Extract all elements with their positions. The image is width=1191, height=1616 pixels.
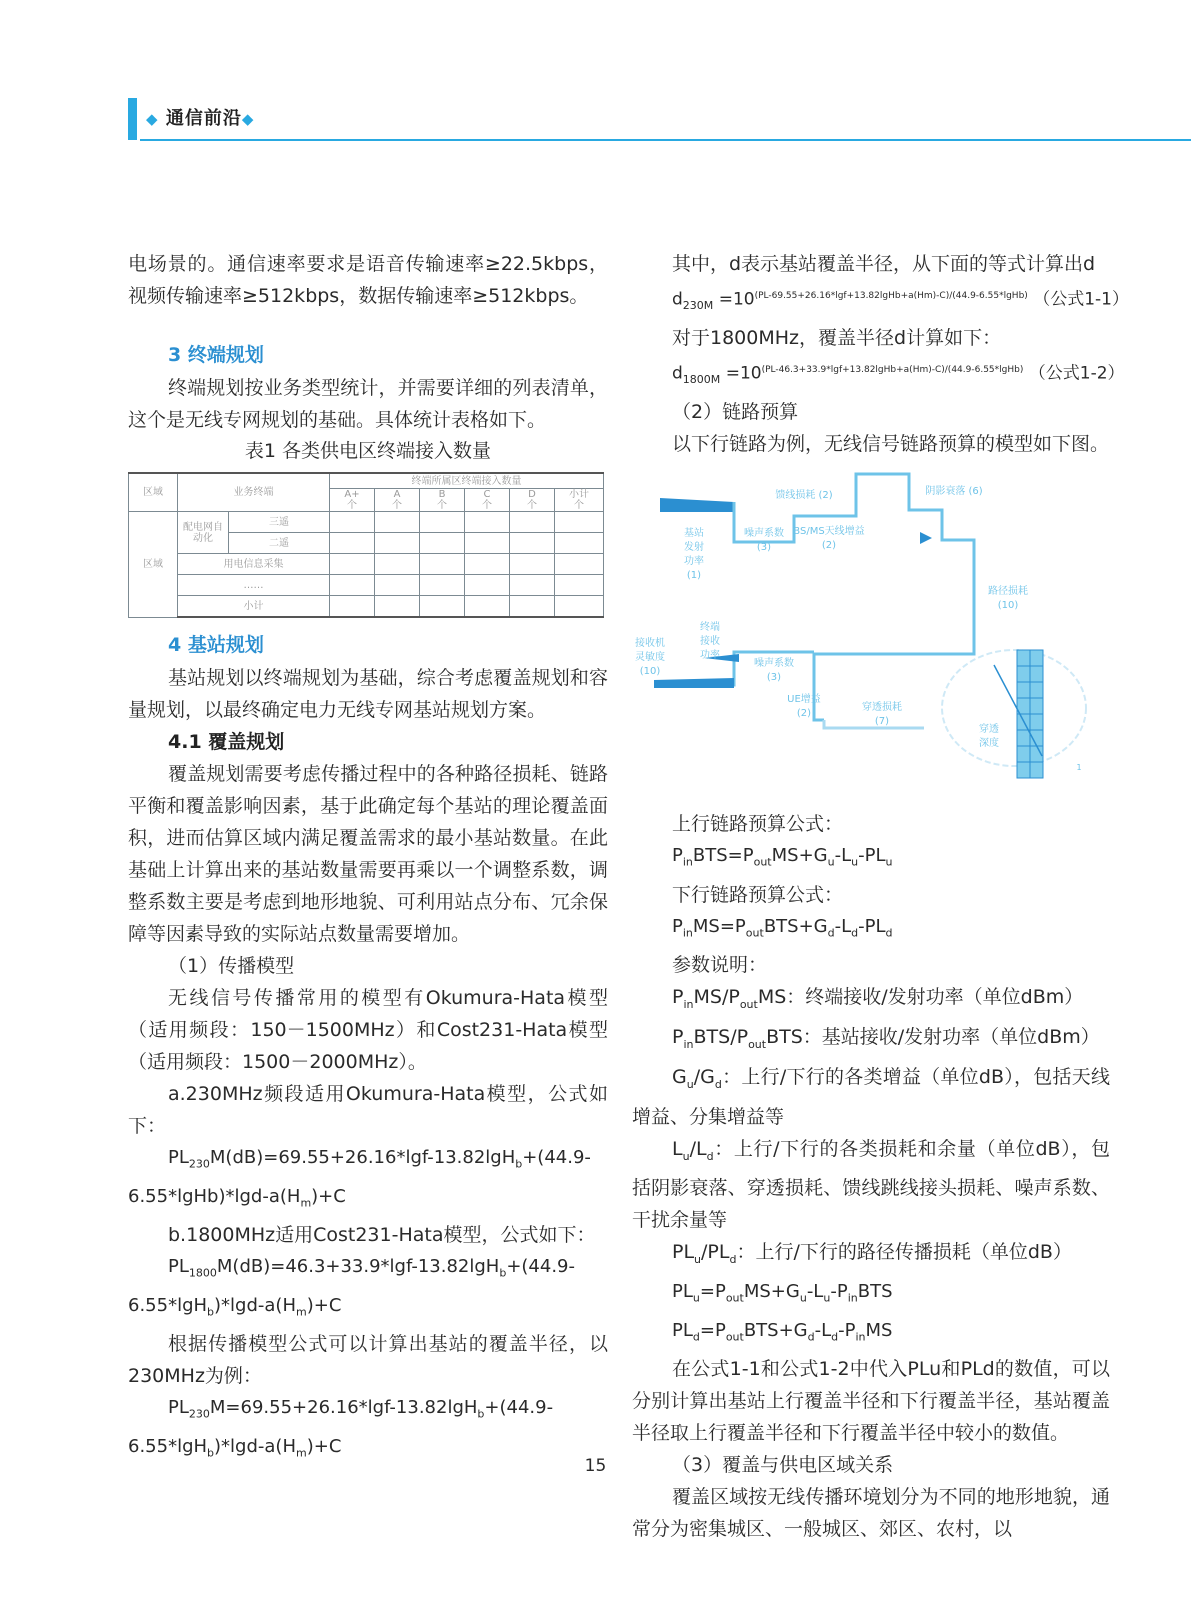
param-line: $PL_u/PL_d$：上行/下行的路径传播损耗（单位dB） xyxy=(672,1241,1072,1267)
rx-wedge xyxy=(654,678,734,688)
bs-power-label: 基站 xyxy=(684,528,704,540)
formula-pl1800-cont: $6.55*\lg H_b)*\lg d-a(H_m)+C$ xyxy=(128,1294,342,1319)
svg-text:(1): (1) xyxy=(686,570,702,582)
svg-text:(7): (7) xyxy=(874,716,890,728)
formula-pl230-cont: $6.55*lgHb)*\lg d-a(H_m)+C$ xyxy=(128,1185,346,1210)
left-column xyxy=(128,248,608,1470)
paragraph: 对于1800MHz，覆盖半径d计算如下： xyxy=(672,327,1002,350)
paragraph: a.230MHz频段适用Okumura-Hata模型，公式如下： xyxy=(128,1083,608,1137)
diamond-icon: ◆ xyxy=(241,110,255,128)
svg-text:功率: 功率 xyxy=(700,650,720,662)
penetration-loss-label: 穿透损耗 xyxy=(862,702,902,714)
param-line: $P_{in}BTS/P_{out}BTS$：基站接收/发射功率（单位dBm） xyxy=(672,1026,1100,1051)
formula-radius-230: $PL_{230}M=69.55+26.16*\lg f-13.82\lg H_b+(44.9-$ xyxy=(168,1397,554,1421)
downlink-formula: $P_{in}MS=P_{out}BTS+G_d-L_d-PL_d$ xyxy=(672,915,893,940)
shadow-fading-label: 阴影衰落 (6) xyxy=(925,486,983,498)
pld-formula: $PL_d=P_{out}BTS+G_d-L_d-P_{in}MS$ xyxy=(672,1319,893,1344)
table-cell: 区域 xyxy=(129,512,178,618)
depth-label: 穿透 xyxy=(979,724,999,736)
paragraph: 下行链路预算公式： xyxy=(672,883,844,906)
formula-pl1800: $PL_{1800}M(dB)=46.3+33.9*\lg f-13.82\lg H_b+(44.9-$ xyxy=(168,1256,575,1280)
tx-power-wedge xyxy=(660,498,734,512)
param-line: $G_u/G_d$：上行/下行的各类增益（单位dB），包括天线增益、分集增益等 xyxy=(632,1065,1110,1128)
table-header-cell: C 个 xyxy=(465,489,510,512)
section-heading: 4 基站规划 xyxy=(168,634,264,656)
section-header-title: 通信前沿 xyxy=(165,108,242,129)
noise-top-label: 噪声系数 xyxy=(744,528,784,540)
header-accent-bar xyxy=(128,98,137,140)
plu-formula: $PL_u=P_{out}MS+G_u-L_u-P_{in}BTS$ xyxy=(672,1281,893,1305)
ue-gain-label: UE增益 xyxy=(787,694,821,706)
table-cell: 三遥 xyxy=(229,512,330,533)
table-cell: 配电网自动化 xyxy=(178,512,229,554)
downlink-path xyxy=(734,474,974,640)
feeder-loss-label: 馈线损耗 (2) xyxy=(775,490,833,502)
table-header-cell: B 个 xyxy=(420,489,465,512)
table-header-cell: 终端所属区终端接入数量 xyxy=(330,473,604,489)
antenna-gain-label: BS/MS天线增益 xyxy=(793,526,865,538)
paragraph: 终端规划按业务类型统计，并需要详细的列表清单，这个是无线专网规划的基础。具体统计表格如下。 xyxy=(128,377,608,431)
formula-radius-230-cont: $6.55*\lg H_b)*\lg d-a(H_m)+C$ xyxy=(128,1435,342,1460)
param-line: $P_{in}MS/P_{out}MS$：终端接收/发射功率（单位dBm） xyxy=(672,986,1084,1012)
svg-text:灵敏度: 灵敏度 xyxy=(635,652,665,664)
paragraph: 根据传播模型公式可以计算出基站的覆盖半径，以230MHz为例： xyxy=(128,1333,608,1388)
subsection-heading: 4.1 覆盖规划 xyxy=(168,731,285,753)
formula-pl230: $PL_{230}M(dB)=69.55+26.16*\lg f-13.82\lg H_b+(44.9-$ xyxy=(168,1147,591,1171)
paragraph: （1）传播模型 xyxy=(168,955,295,977)
svg-text:1: 1 xyxy=(1076,763,1082,773)
table-header-cell: 小计 个 xyxy=(555,489,604,512)
paragraph: 基站规划以终端规划为基础，综合考虑覆盖规划和容量规划，以最终确定电力无线专网基站规划方案。 xyxy=(128,667,608,721)
paragraph: （3）覆盖与供电区域关系 xyxy=(672,1454,894,1477)
table-header-cell: A+ 个 xyxy=(330,489,375,512)
paragraph: 参数说明： xyxy=(672,954,768,977)
table-header-cell: 区域 xyxy=(129,473,178,512)
table-cell: …… xyxy=(178,575,330,596)
header-rule xyxy=(140,139,1191,141)
paragraph: b.1800MHz适用Cost231-Hata模型，公式如下： xyxy=(168,1224,596,1247)
svg-text:(10): (10) xyxy=(997,600,1019,612)
paragraph: 上行链路预算公式： xyxy=(672,813,844,836)
svg-text:深度: 深度 xyxy=(979,738,999,750)
svg-text:(2): (2) xyxy=(821,540,837,552)
svg-text:接收: 接收 xyxy=(700,636,720,648)
paragraph: 覆盖区域按无线传播环境划分为不同的地形地貌，通常分为密集城区、一般城区、郊区、农村，以 xyxy=(632,1486,1110,1541)
table-cell: 小计 xyxy=(178,596,330,618)
paragraph: 无线信号传播常用的模型有Okumura-Hata模型（适用频段：150－1500MHz）和Cost231-Hata模型（适用频段：1500－2000MHz）。 xyxy=(128,987,608,1073)
table-caption: 表1 各类供电区终端接入数量 xyxy=(244,440,492,462)
link-budget-diagram xyxy=(624,470,1102,800)
table-header-cell: D 个 xyxy=(510,489,555,512)
terminal-rx-label: 终端 xyxy=(700,622,720,634)
terminal-count-table xyxy=(128,472,604,618)
path-loss-label: 路径损耗 xyxy=(988,586,1028,598)
svg-text:(3): (3) xyxy=(766,672,782,684)
svg-text:(2): (2) xyxy=(796,708,812,720)
paragraph: 覆盖规划需要考虑传播过程中的各种路径损耗、链路平衡和覆盖影响因素，基于此确定每个基站的理论覆盖面积，进而估算区域内满足覆盖需求的最小基站数量。在此基础上计算出来的基站数量需要再乘以一个调整系数，调整系数主要是考虑到地形地貌、可利用站点分布、冗余保障等因素导致的实际站点数量需要增加。 xyxy=(128,763,608,945)
noise-bottom-label: 噪声系数 xyxy=(754,658,794,670)
uplink-formula: $P_{in}BTS=P_{out}MS+G_u-L_u-PL_u$ xyxy=(672,845,893,869)
right-column xyxy=(632,248,1129,1545)
paragraph: 以下行链路为例，无线信号链路预算的模型如下图。 xyxy=(672,433,1110,456)
svg-text:(3): (3) xyxy=(756,542,772,554)
page-number: 15 xyxy=(584,1456,607,1476)
section-header xyxy=(146,104,254,130)
paragraph: 其中，d表示基站覆盖半径，从下面的等式计算出d xyxy=(672,253,1096,275)
table-header-cell: 业务终端 xyxy=(178,473,330,512)
paragraph: 在公式1-1和公式1-2中代入PLu和PLd的数值，可以分别计算出基站上行覆盖半径和下行覆盖半径，基站覆盖半径取上行覆盖半径和下行覆盖半径中较小的数值。 xyxy=(632,1358,1110,1445)
svg-text:(10): (10) xyxy=(639,666,661,678)
section-heading: 3 终端规划 xyxy=(168,344,264,366)
table-cell: 用电信息采集 xyxy=(178,554,330,575)
rx-sensitivity-label: 接收机 xyxy=(635,638,665,650)
diamond-icon: ◆ xyxy=(146,110,159,128)
svg-text:功率: 功率 xyxy=(684,556,704,568)
formula-1-1: $d_{230M} =10^{(PL-69.55+26.16*lgf+13.82lgHb+a(Hm)-C)/(44.9-6.55*lgHb)}$ （公式1-1） xyxy=(672,289,1129,313)
coverage-cloud xyxy=(942,650,1086,766)
svg-text:发射: 发射 xyxy=(684,542,704,554)
paragraph: （2）链路预算 xyxy=(672,401,799,424)
table-header-cell: A 个 xyxy=(375,489,420,512)
param-line: $L_u/L_d$：上行/下行的各类损耗和余量（单位dB），包括阴影衰落、穿透损耗、馈线跳线接头损耗、噪声系数、干扰余量等 xyxy=(632,1137,1110,1232)
paragraph: 电场景的。通信速率要求是语音传输速率≥22.5kbps，视频传输速率≥512kbps，数据传输速率≥512kbps。 xyxy=(128,253,608,307)
table-cell: 二遥 xyxy=(229,533,330,554)
formula-1-2: $d_{1800M} =10^{(PL-46.3+33.9*lgf+13.82lgHb+a(Hm)-C)/(44.9-6.55*lgHb)}$ （公式1-2） xyxy=(672,363,1125,387)
